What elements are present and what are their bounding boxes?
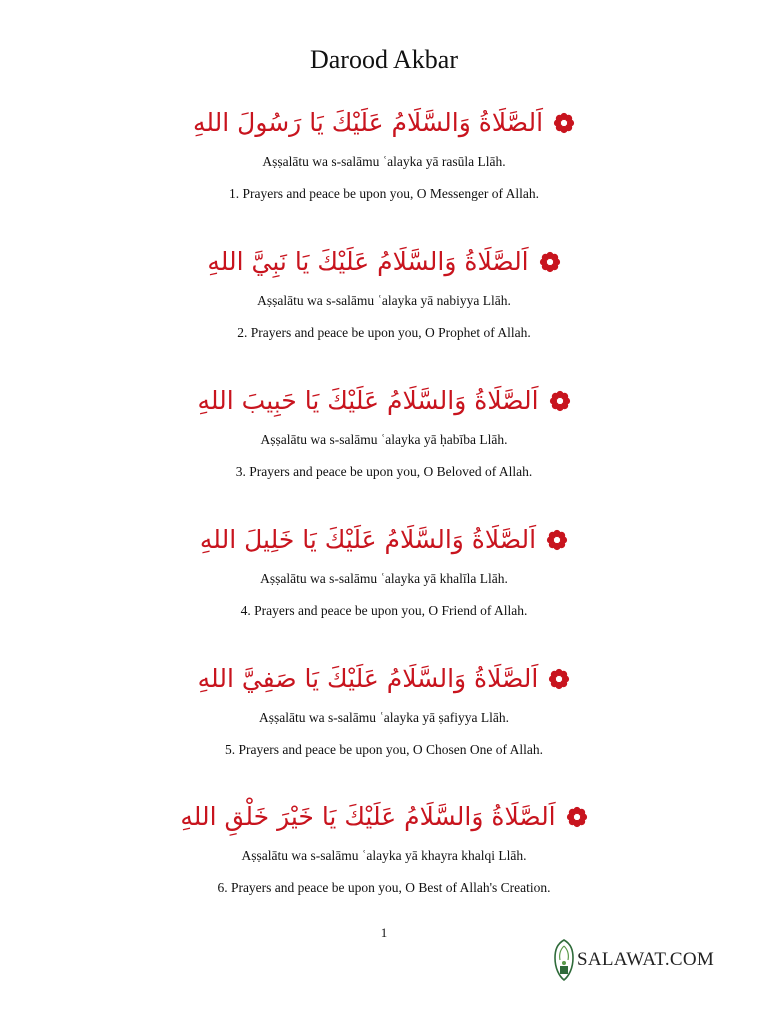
- darood-entry-6: [0, 797, 768, 897]
- flower-ornament-icon: [548, 668, 570, 690]
- salawat-logo-icon: [553, 938, 575, 982]
- translation: 5. Prayers and peace be upon you, O Chosen One of Allah.: [225, 742, 543, 757]
- transliteration: Aṣṣalātu wa s-salāmu ʿalayka yā khalīla Llāh.: [260, 571, 508, 586]
- transliteration: Aṣṣalātu wa s-salāmu ʿalayka yā khayra khalqi Llāh.: [241, 848, 527, 863]
- darood-entry-5: [0, 659, 768, 759]
- transliteration: Aṣṣalātu wa s-salāmu ʿalayka yā rasūla Llāh.: [262, 154, 506, 169]
- translation: 2. Prayers and peace be upon you, O Prophet of Allah.: [237, 325, 531, 340]
- arabic-text: اَلصَّلَاةُ وَالسَّلَامُ عَلَيْكَ يَا صَفِيَّ اللهِ: [197, 664, 539, 693]
- page-number: 1: [380, 925, 388, 940]
- arabic-text: اَلصَّلَاةُ وَالسَّلَامُ عَلَيْكَ يَا خَلِيلَ اللهِ: [199, 525, 537, 554]
- darood-entry-4: [0, 520, 768, 620]
- darood-entry-3: [0, 381, 768, 481]
- translation: 6. Prayers and peace be upon you, O Best of Allah's Creation.: [217, 880, 551, 895]
- logo-text: SALAWAT.COM: [577, 949, 715, 970]
- flower-ornament-icon: [566, 806, 588, 828]
- arabic-text: اَلصَّلَاةُ وَالسَّلَامُ عَلَيْكَ يَا حَبِيبَ اللهِ: [197, 386, 539, 415]
- translation: 1. Prayers and peace be upon you, O Messenger of Allah.: [228, 186, 540, 201]
- salawat-logo[interactable]: [553, 937, 714, 983]
- translation: 3. Prayers and peace be upon you, O Beloved of Allah.: [235, 464, 533, 479]
- translation: 4. Prayers and peace be upon you, O Friend of Allah.: [240, 603, 528, 618]
- transliteration: Aṣṣalātu wa s-salāmu ʿalayka yā ḥabība Llāh.: [260, 432, 508, 447]
- darood-entry-1: [0, 103, 768, 203]
- flower-ornament-icon: [549, 390, 571, 412]
- darood-entry-2: [0, 242, 768, 342]
- flower-ornament-icon: [539, 251, 561, 273]
- arabic-text: اَلصَّلَاةُ وَالسَّلَامُ عَلَيْكَ يَا رَسُولَ اللهِ: [192, 108, 544, 137]
- transliteration: Aṣṣalātu wa s-salāmu ʿalayka yā ṣafiyya Llāh.: [258, 710, 510, 725]
- flower-ornament-icon: [546, 529, 568, 551]
- arabic-text: اَلصَّلَاةُ وَالسَّلَامُ عَلَيْكَ يَا نَبِيَّ اللهِ: [207, 247, 529, 276]
- page-title: Darood Akbar: [309, 45, 458, 74]
- arabic-text: اَلصَّلَاةُ وَالسَّلَامُ عَلَيْكَ يَا خَيْرَ خَلْقِ اللهِ: [180, 802, 556, 831]
- transliteration: Aṣṣalātu wa s-salāmu ʿalayka yā nabiyya Llāh.: [257, 293, 511, 308]
- flower-ornament-icon: [553, 112, 575, 134]
